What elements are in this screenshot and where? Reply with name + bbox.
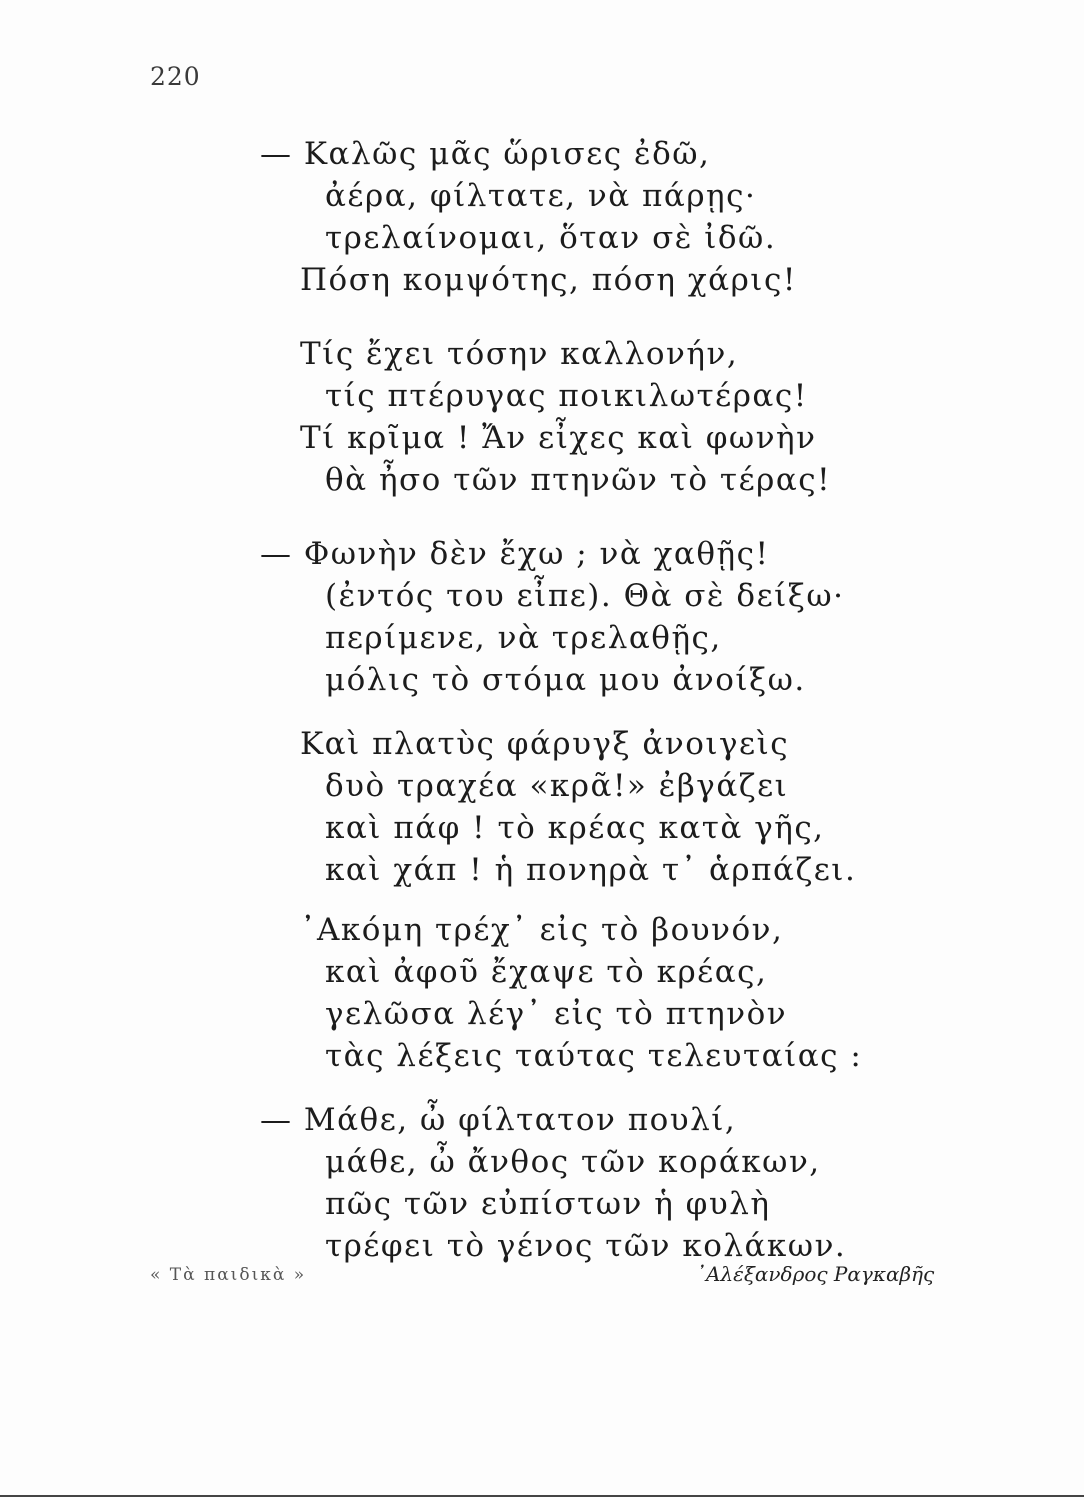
poem-line: ᾽Ακόμη τρέχ᾽ εἰς τὸ βουνόν, <box>300 912 784 948</box>
poem-line: — Καλῶς μᾶς ὥρισες ἐδῶ, <box>260 136 711 172</box>
poem-line: Καὶ πλατὺς φάρυγξ ἀνοιγεὶς <box>300 726 790 762</box>
poem-line: πῶς τῶν εὐπίστων ἡ φυλὴ <box>325 1186 771 1222</box>
source-citation: « Τὰ παιδικὰ » <box>150 1265 307 1285</box>
author-name: ᾽Αλέξανδρος Ραγκαβῆς <box>696 1262 935 1286</box>
poem-line: τὰς λέξεις ταύτας τελευταίας : <box>325 1038 863 1074</box>
poem-line: — Μάθε, ὦ φίλτατον πουλί, <box>260 1102 737 1138</box>
poem-line: (ἐντός του εἶπε). Θὰ σὲ δείξω· <box>325 578 845 614</box>
poem-line: τρελαίνομαι, ὅταν σὲ ἰδῶ. <box>325 220 777 256</box>
poem-line: καὶ ἀφοῦ ἔχαψε τὸ κρέας, <box>325 954 768 990</box>
bottom-rule <box>0 1495 1084 1497</box>
poem-line: θὰ ἦσο τῶν πτηνῶν τὸ τέρας! <box>325 462 832 498</box>
poem-line: δυὸ τραχέα «κρᾶ!» ἐβγάζει <box>325 768 789 804</box>
poem-line: τίς πτέρυγας ποικιλωτέρας! <box>325 378 808 414</box>
poem-line: καὶ χάπ ! ἡ πονηρὰ τ᾽ ἁρπάζει. <box>325 852 857 888</box>
poem-line: γελῶσα λέγ᾽ εἰς τὸ πτηνὸν <box>325 996 788 1032</box>
poem-line: Τί κρῖμα ! Ἄν εἶχες καὶ φωνὴν <box>300 420 817 456</box>
poem-line: ἀέρα, φίλτατε, νὰ πάρῃς· <box>325 178 757 214</box>
poem-line: καὶ πάφ ! τὸ κρέας κατὰ γῆς, <box>325 810 825 846</box>
poem-line: μόλις τὸ στόμα μου ἀνοίξω. <box>325 662 806 698</box>
page-number: 220 <box>150 62 201 91</box>
poem-line: Τίς ἔχει τόσην καλλονήν, <box>300 336 739 372</box>
poem-line: Πόση κομψότης, πόση χάρις! <box>300 262 797 298</box>
poem-line: τρέφει τὸ γένος τῶν κολάκων. <box>325 1228 847 1264</box>
poem-line: περίμενε, νὰ τρελαθῇς, <box>325 620 722 656</box>
poem-line: — Φωνὴν δὲν ἔχω ; νὰ χαθῇς! <box>260 536 770 572</box>
poem-line: μάθε, ὦ ἄνθος τῶν κοράκων, <box>325 1144 821 1180</box>
